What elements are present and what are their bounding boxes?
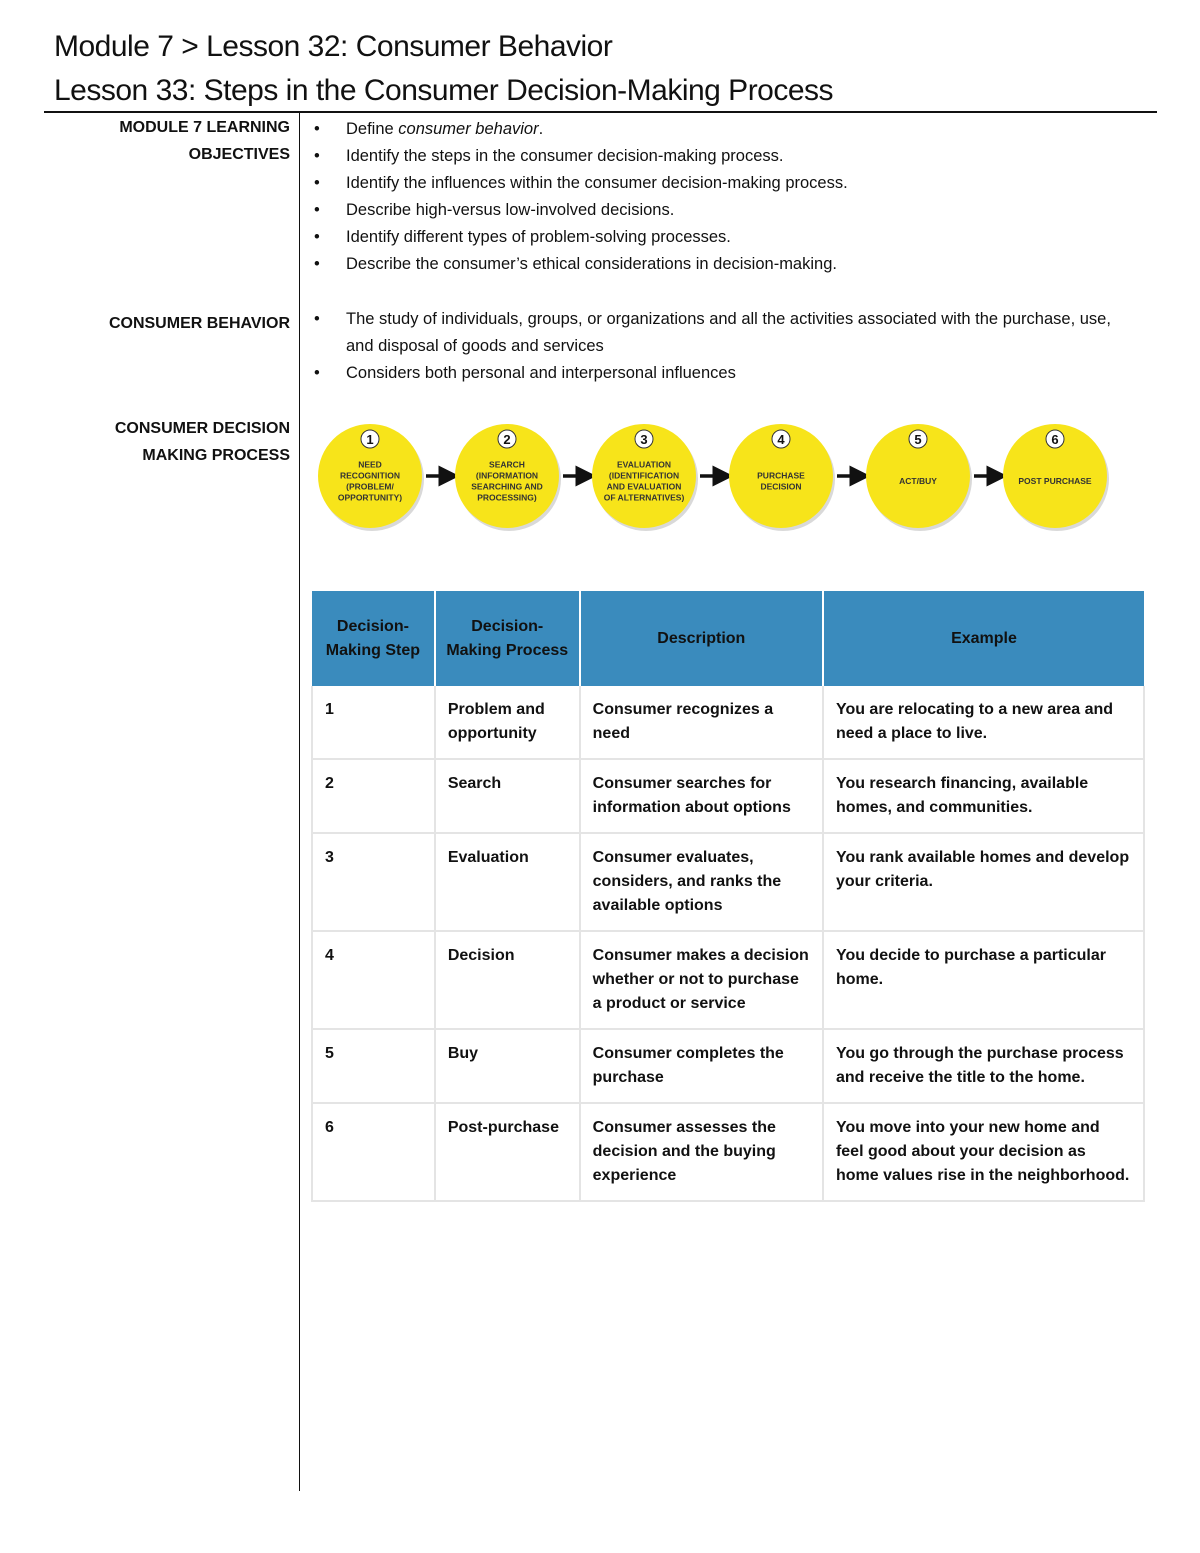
cell-description: Consumer recognizes a need	[580, 686, 823, 759]
cell-description: Consumer searches for information about options	[580, 759, 823, 833]
behavior-item: • Considers both personal and interpersonal influences	[314, 364, 736, 382]
step-number: 5	[914, 432, 922, 447]
table-row	[312, 759, 1144, 833]
cell-process: Buy	[435, 1029, 580, 1103]
cell-step: 5	[312, 1029, 435, 1103]
step-number: 3	[640, 432, 648, 447]
cell-example: You rank available homes and develop your criteria.	[823, 833, 1144, 931]
step-label: AND EVALUATION	[606, 481, 682, 492]
page-title-module: Module 7 > Lesson 32: Consumer Behavior	[54, 30, 613, 63]
page-title-lesson: Lesson 33: Steps in the Consumer Decision-Making Process	[54, 74, 834, 107]
objectives-list	[312, 116, 848, 278]
step-label: PURCHASE	[757, 470, 805, 481]
step-label: NEED	[358, 459, 382, 470]
objective-item: • Define consumer behavior.	[314, 120, 544, 138]
column-header-step: Decision-Making Step	[312, 591, 435, 686]
cell-example: You go through the purchase process and receive the title to the home.	[823, 1029, 1144, 1103]
table-header-row	[312, 591, 1144, 686]
section-label-decision-process: CONSUMER DECISION MAKING PROCESS	[114, 420, 290, 464]
column-header-process: Decision-Making Process	[435, 591, 580, 686]
step-label: RECOGNITION	[340, 470, 400, 481]
table-row	[312, 931, 1144, 1029]
cell-step: 1	[312, 686, 435, 759]
step-number: 6	[1051, 432, 1059, 447]
cell-process: Evaluation	[435, 833, 580, 931]
behavior-item: • The study of individuals, groups, or organizations and all the activities associated with the purchase, use, and disposal of goods and services	[314, 310, 1111, 355]
process-step-2	[455, 424, 561, 531]
table-row	[312, 833, 1144, 931]
cell-process: Search	[435, 759, 580, 833]
step-label: PROCESSING)	[477, 492, 537, 503]
cell-description: Consumer assesses the decision and the buying experience	[580, 1103, 823, 1201]
step-label: EVALUATION	[617, 459, 671, 470]
cell-example: You decide to purchase a particular home.	[823, 931, 1144, 1029]
step-label: SEARCHING AND	[471, 481, 543, 492]
step-label: OPPORTUNITY)	[337, 492, 403, 503]
cell-process: Problem and opportunity	[435, 686, 580, 759]
step-label: (PROBLEM/	[346, 481, 394, 492]
cell-description: Consumer makes a decision whether or not to purchase a product or service	[580, 931, 823, 1029]
title-divider	[44, 111, 1157, 113]
process-step-3	[592, 424, 698, 531]
section-label-objectives: MODULE 7 LEARNING OBJECTIVES	[119, 119, 290, 163]
step-number: 1	[366, 432, 374, 447]
cell-step: 3	[312, 833, 435, 931]
step-label: ACT/BUY	[899, 476, 937, 486]
objective-item: • Identify different types of problem-solving processes.	[314, 228, 731, 246]
step-label: SEARCH	[489, 459, 525, 470]
section-label-consumer-behavior: CONSUMER BEHAVIOR	[108, 315, 290, 332]
step-number: 4	[777, 432, 785, 447]
process-step-1	[318, 424, 424, 531]
cell-example: You research financing, available homes, and communities.	[823, 759, 1144, 833]
table-row	[312, 1029, 1144, 1103]
step-label: OF ALTERNATIVES)	[603, 492, 685, 503]
step-number: 2	[503, 432, 511, 447]
column-divider	[299, 113, 300, 1491]
cell-process: Post-purchase	[435, 1103, 580, 1201]
step-label: DECISION	[760, 481, 802, 492]
step-label: (IDENTIFICATION	[608, 470, 680, 481]
objective-item: • Describe the consumer’s ethical considerations in decision-making.	[314, 255, 837, 273]
process-step-4	[729, 424, 835, 531]
consumer-behavior-list	[312, 306, 1142, 387]
decision-process-diagram	[316, 422, 1116, 534]
step-label: (INFORMATION	[475, 470, 539, 481]
process-step-6	[1003, 424, 1109, 531]
cell-step: 2	[312, 759, 435, 833]
decision-steps-table	[311, 591, 1145, 1202]
step-label: POST PURCHASE	[1018, 476, 1092, 486]
cell-example: You move into your new home and feel good about your decision as home values rise in the neighborhood.	[823, 1103, 1144, 1201]
table-row	[312, 686, 1144, 759]
column-header-description: Description	[580, 591, 823, 686]
process-step-5	[866, 424, 972, 531]
cell-description: Consumer evaluates, considers, and ranks the available options	[580, 833, 823, 931]
objective-item: • Identify the influences within the consumer decision-making process.	[314, 174, 848, 192]
objective-item: • Identify the steps in the consumer decision-making process.	[314, 147, 784, 165]
column-header-example: Example	[823, 591, 1144, 686]
cell-description: Consumer completes the purchase	[580, 1029, 823, 1103]
cell-step: 4	[312, 931, 435, 1029]
objective-item: • Describe high-versus low-involved decisions.	[314, 201, 675, 219]
cell-example: You are relocating to a new area and need a place to live.	[823, 686, 1144, 759]
table-row	[312, 1103, 1144, 1201]
cell-process: Decision	[435, 931, 580, 1029]
cell-step: 6	[312, 1103, 435, 1201]
